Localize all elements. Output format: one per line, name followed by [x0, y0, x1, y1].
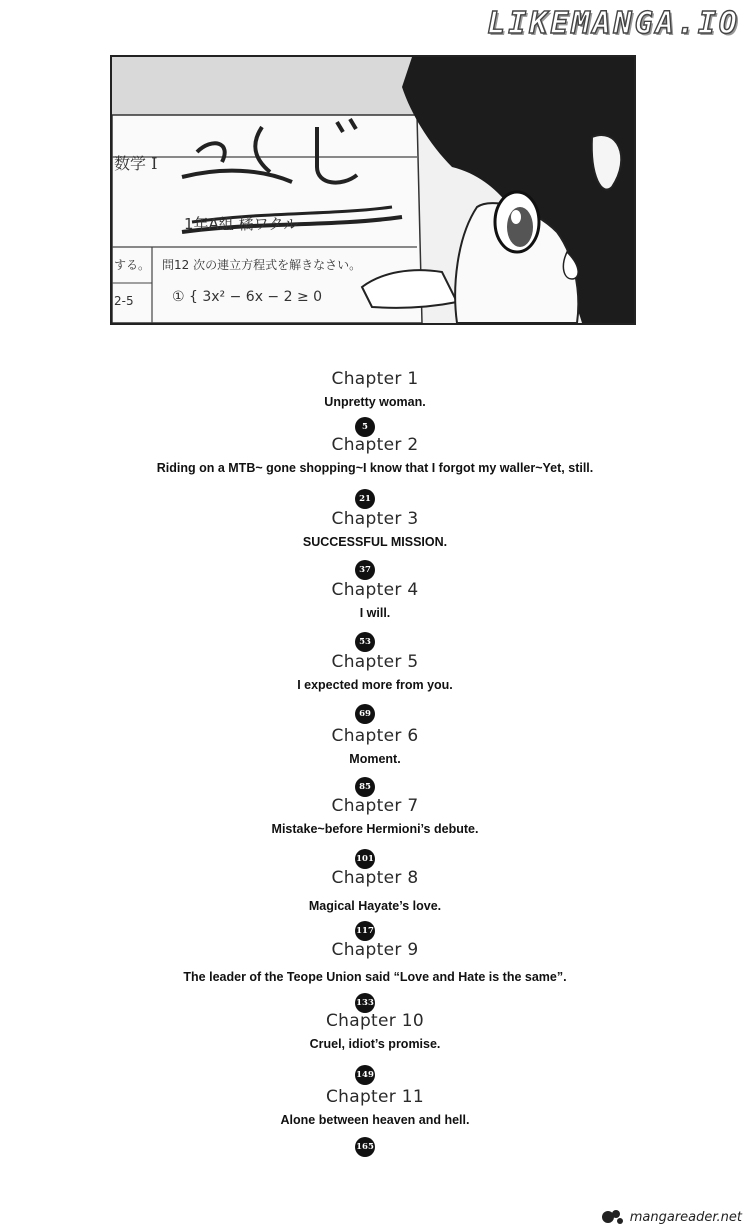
chapter-entry-4 — [0, 580, 750, 621]
chapter-entry-10 — [0, 1011, 750, 1052]
site-watermark-bottom — [600, 1207, 742, 1227]
chapter-subtitle: Magical Hayate’s love. — [308, 899, 442, 913]
chapter-entry-9 — [0, 940, 750, 985]
chapter-title: Chapter 5 — [331, 652, 419, 672]
chapter-entry-8 — [0, 868, 750, 914]
page-number-badge: 53 — [355, 632, 375, 652]
chapter-subtitle: Moment. — [349, 752, 401, 766]
chapter-subtitle: Riding on a MTB~ gone shopping~I know that I forgot my waller~Yet, still. — [156, 461, 594, 475]
paper-header-text: 数学 I — [114, 154, 158, 173]
chapter-title: Chapter 11 — [325, 1087, 424, 1107]
chapter-subtitle: Alone between heaven and hell. — [280, 1113, 470, 1127]
paper-left-text-2: 2-5 — [114, 294, 134, 308]
mangareader-logo-icon — [600, 1207, 626, 1227]
chapter-title: Chapter 9 — [331, 940, 419, 960]
paper-name-text: 1年A組 橘ワタル — [184, 215, 299, 233]
chapter-title: Chapter 3 — [331, 509, 419, 529]
page-number-badge: 5 — [355, 417, 375, 437]
page-number-badge: 85 — [355, 777, 375, 797]
page-number-badge: 133 — [355, 993, 375, 1013]
site-watermark-top: LIKEMANGA.IO — [487, 6, 740, 41]
chapter-title: Chapter 6 — [331, 726, 419, 746]
chapter-subtitle: Mistake~before Hermioni’s debute. — [271, 822, 479, 836]
chapter-subtitle: The leader of the Teope Union said “Love and Hate is the same”. — [183, 970, 567, 984]
page-number-badge: 21 — [355, 489, 375, 509]
page-number-badge: 149 — [355, 1065, 375, 1085]
chapter-entry-6 — [0, 726, 750, 767]
chapter-subtitle: I expected more from you. — [297, 678, 453, 692]
chapter-subtitle: Cruel, idiot’s promise. — [309, 1037, 441, 1051]
chapter-subtitle: SUCCESSFUL MISSION. — [302, 535, 448, 549]
paper-problem-text: 問12 次の連立方程式を解きなさい。 — [162, 258, 362, 272]
chapter-subtitle: I will. — [359, 606, 391, 620]
page-number-badge: 69 — [355, 704, 375, 724]
chapter-title: Chapter 8 — [331, 868, 419, 888]
page-number-badge: 117 — [355, 921, 375, 941]
chapter-entry-2 — [0, 435, 750, 476]
paper-equation-text: ① { 3x² − 6x − 2 ≥ 0 — [172, 289, 323, 305]
chapter-subtitle: Unpretty woman. — [324, 395, 426, 409]
chapter-title: Chapter 7 — [331, 796, 419, 816]
chapter-entry-1 — [0, 369, 750, 410]
chapter-title: Chapter 4 — [331, 580, 419, 600]
page-number-badge: 101 — [355, 849, 375, 869]
chapter-entry-7 — [0, 796, 750, 837]
paper-left-text-1: する。 — [114, 258, 151, 272]
chapter-entry-5 — [0, 652, 750, 693]
page-number-badge: 37 — [355, 560, 375, 580]
watermark-bottom-text: mangareader.net — [629, 1209, 742, 1225]
chapter-entry-3 — [0, 509, 750, 550]
chapter-entry-11 — [0, 1087, 750, 1128]
chapter-title: Chapter 1 — [331, 369, 419, 389]
chapter-title: Chapter 2 — [331, 435, 419, 455]
chapter-title: Chapter 10 — [325, 1011, 424, 1031]
page-number-badge: 165 — [355, 1137, 375, 1157]
